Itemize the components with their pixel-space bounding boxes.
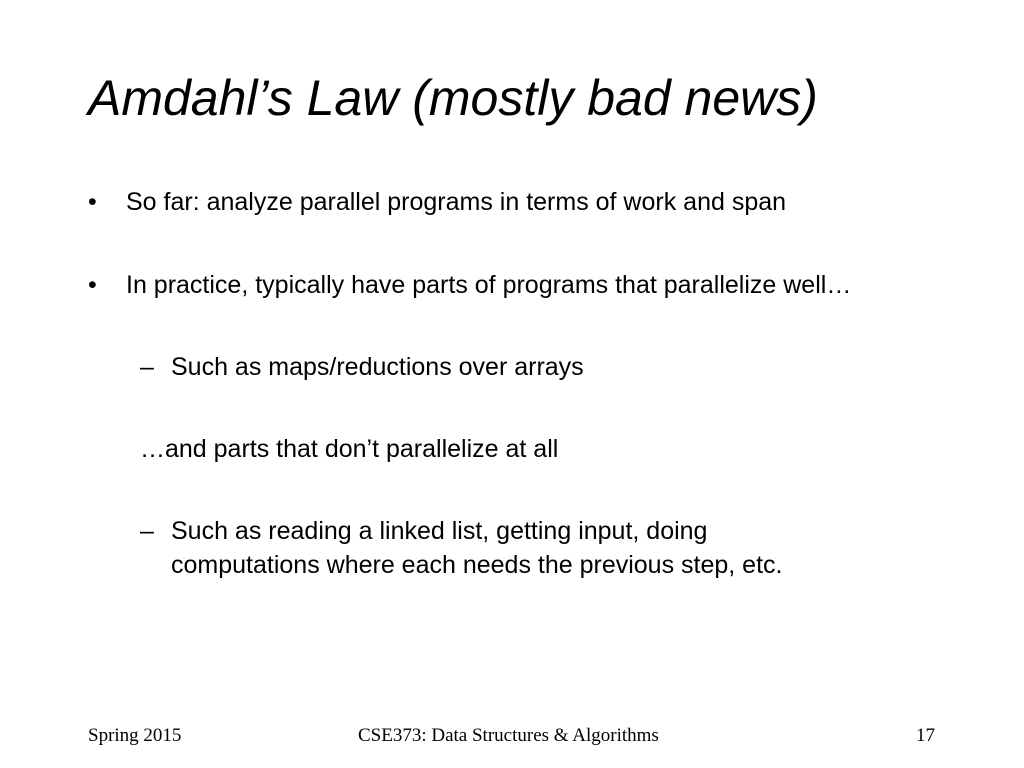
sub-bullet-item: [140, 350, 584, 384]
footer-course: CSE373: Data Structures & Algorithms: [358, 725, 659, 746]
bullet-item: [88, 185, 786, 219]
dash-marker: –: [140, 517, 154, 545]
dash-marker: –: [140, 353, 154, 381]
bullet-text: So far: analyze parallel programs in terms of work and span: [126, 188, 787, 216]
footer-page-number: 17: [916, 725, 935, 746]
slide-title: Amdahl’s Law (mostly bad news): [88, 70, 818, 126]
sub-bullet-text: Such as maps/reductions over arrays: [171, 353, 584, 381]
bullet-text: In practice, typically have parts of programs that parallelize well…: [126, 271, 852, 299]
footer-term: Spring 2015: [88, 725, 182, 746]
sub-bullet-item: [140, 514, 782, 582]
sub-bullet-text-line-1: Such as reading a linked list, getting input, doing: [171, 517, 708, 545]
continuation-text: [140, 432, 558, 466]
bullet-marker: •: [88, 188, 97, 216]
continuation-line: …and parts that don’t parallelize at all: [140, 435, 559, 463]
sub-bullet-text-line-2: computations where each needs the previous step, etc.: [171, 551, 783, 579]
bullet-item: [88, 268, 851, 302]
bullet-marker: •: [88, 271, 97, 299]
